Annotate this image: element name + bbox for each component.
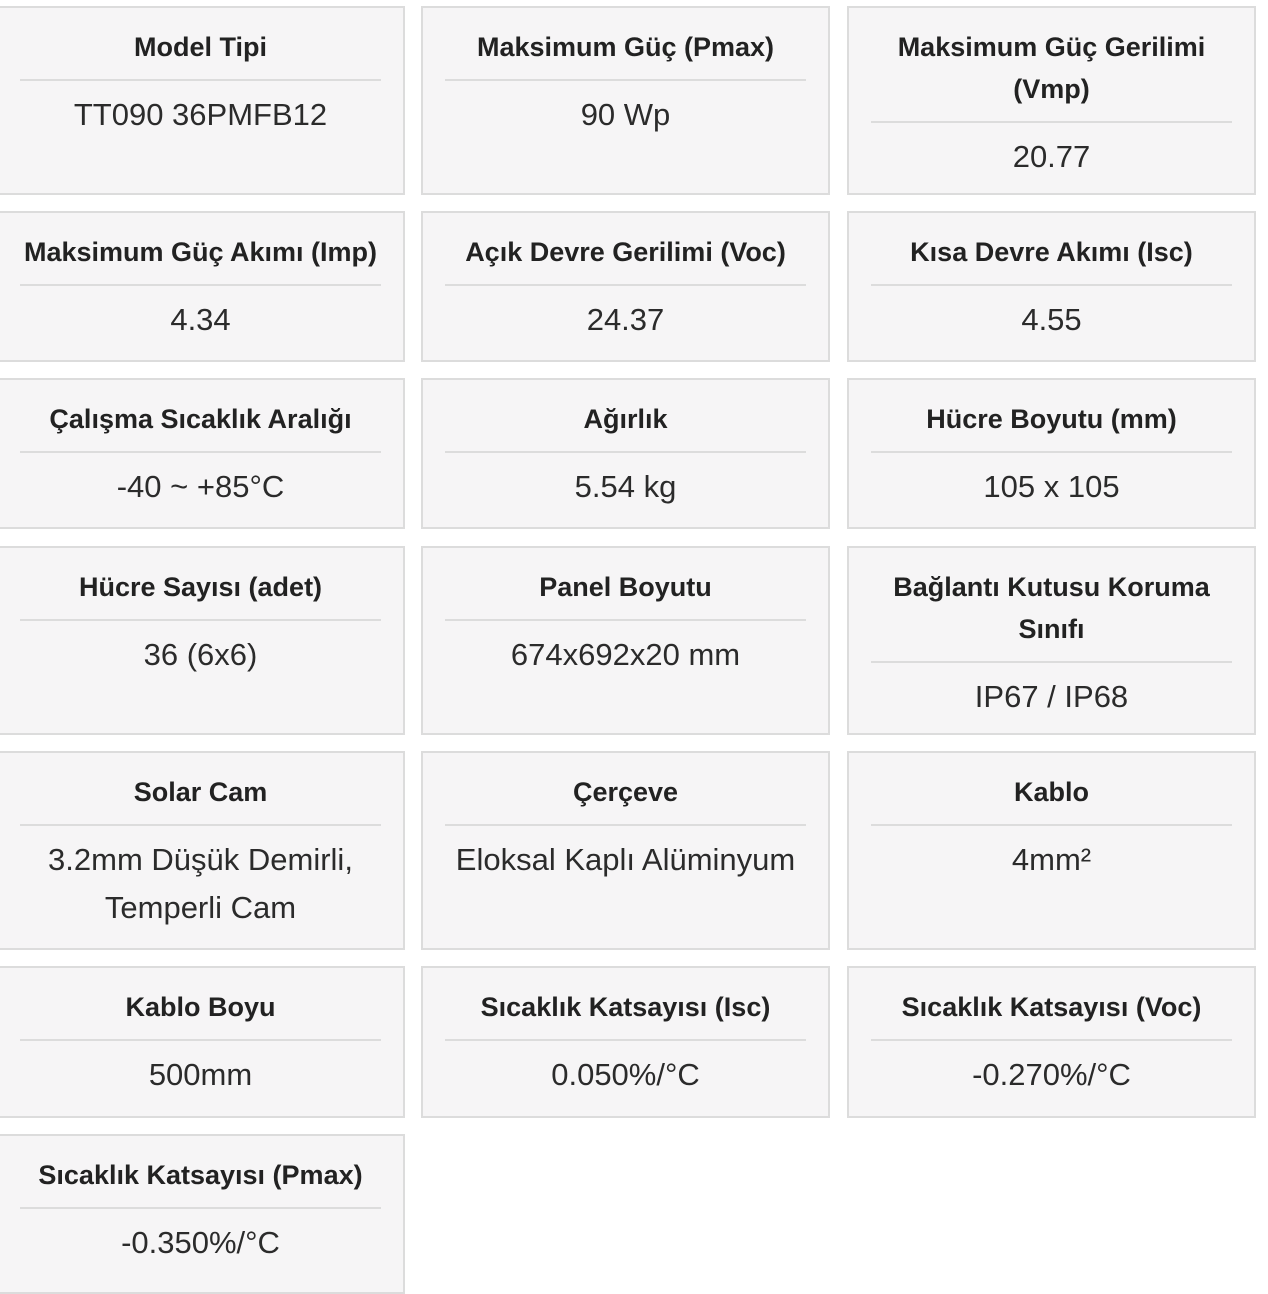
spec-label: Panel Boyutu: [445, 566, 806, 621]
spec-value: -0.270%/°C: [972, 1057, 1131, 1092]
spec-card-short-circuit-current: [847, 211, 1256, 362]
spec-label: Solar Cam: [20, 771, 381, 826]
spec-value: TT090 36PMFB12: [73, 97, 328, 132]
spec-value: 105 x 105: [983, 469, 1120, 504]
spec-label: Bağlantı Kutusu Koruma Sınıfı: [871, 566, 1232, 663]
spec-label: Çalışma Sıcaklık Aralığı: [20, 398, 381, 453]
spec-card-cell-size: [847, 378, 1256, 529]
spec-label: Sıcaklık Katsayısı (Isc): [445, 986, 806, 1041]
spec-label: Hücre Boyutu (mm): [871, 398, 1232, 453]
spec-value: 24.37: [586, 302, 665, 337]
spec-card-solar-glass: [0, 751, 405, 950]
spec-card-max-power-current: [0, 211, 405, 362]
spec-label: Açık Devre Gerilimi (Voc): [445, 231, 806, 286]
spec-card-cell-count: [0, 546, 405, 735]
spec-value: 4.34: [170, 302, 231, 337]
spec-value: 0.050%/°C: [551, 1057, 700, 1092]
spec-value: -40 ~ +85°C: [116, 469, 285, 504]
spec-card-temp-coefficient-pmax: [0, 1134, 405, 1294]
spec-card-cable: [847, 751, 1256, 950]
spec-card-operating-temperature: [0, 378, 405, 529]
spec-value: 5.54 kg: [574, 469, 677, 504]
spec-value: Eloksal Kaplı Alüminyum: [455, 842, 796, 877]
spec-value: 90 Wp: [580, 97, 671, 132]
spec-label: Maksimum Güç Akımı (Imp): [20, 231, 381, 286]
spec-value: 500mm: [148, 1057, 253, 1092]
spec-label: Model Tipi: [20, 26, 381, 81]
spec-value: 674x692x20 mm: [510, 637, 741, 672]
spec-card-temp-coefficient-voc: [847, 966, 1256, 1118]
spec-card-max-power-voltage: [847, 6, 1256, 195]
spec-card-temp-coefficient-isc: [421, 966, 830, 1118]
spec-value: 3.2mm Düşük Demirli, Temperli Cam: [48, 842, 353, 925]
spec-label: Sıcaklık Katsayısı (Voc): [871, 986, 1232, 1041]
spec-label: Maksimum Güç (Pmax): [445, 26, 806, 81]
spec-card-model-type: [0, 6, 405, 195]
spec-card-cable-length: [0, 966, 405, 1118]
spec-value: 20.77: [1012, 139, 1091, 174]
spec-label: Çerçeve: [445, 771, 806, 826]
spec-card-weight: [421, 378, 830, 529]
spec-value: IP67 / IP68: [974, 679, 1129, 714]
spec-value: 4.55: [1021, 302, 1082, 337]
spec-value: 4mm²: [1011, 842, 1092, 877]
spec-label: Sıcaklık Katsayısı (Pmax): [20, 1154, 381, 1209]
spec-label: Ağırlık: [445, 398, 806, 453]
spec-label: Kablo Boyu: [20, 986, 381, 1041]
spec-value: 36 (6x6): [143, 637, 258, 672]
spec-card-junction-box-protection: [847, 546, 1256, 735]
spec-label: Kablo: [871, 771, 1232, 826]
spec-label: Maksimum Güç Gerilimi (Vmp): [871, 26, 1232, 123]
spec-card-max-power: [421, 6, 830, 195]
spec-value: -0.350%/°C: [121, 1225, 280, 1260]
spec-label: Hücre Sayısı (adet): [20, 566, 381, 621]
spec-card-frame: [421, 751, 830, 950]
spec-label: Kısa Devre Akımı (Isc): [871, 231, 1232, 286]
spec-card-panel-size: [421, 546, 830, 735]
spec-card-open-circuit-voltage: [421, 211, 830, 362]
